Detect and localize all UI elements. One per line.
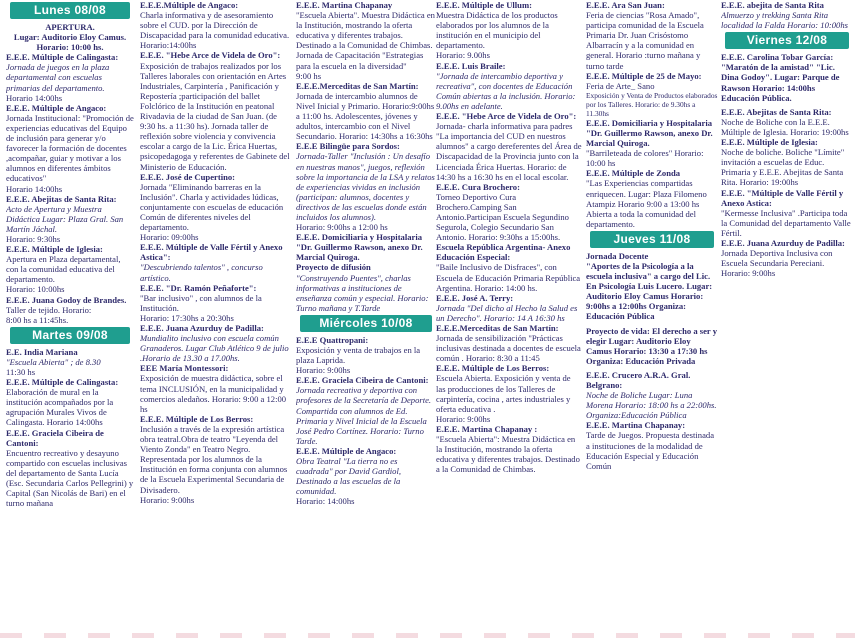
event-description: Inclusión a través de la expresión artística obra teatral.Obra de teatro "Leyenda del Viento Zonda" en Teatro Negro. Representada por los alumnos de la Institución en forma conjunta con alumnos de la Escuela Experimental Secundaria de Divisadero. xyxy=(140,423,288,495)
school-name: E.E. India Mariana xyxy=(6,346,78,357)
event-time: 9:00 hs xyxy=(296,70,322,81)
event-description: Elaboración de mural en la institución acompañados por la agrupación Murales Vivos de Calingasta. Horario 14:00hs xyxy=(6,387,114,428)
event-description: Apertura en Plaza departamental, con la comunidad educativa del departamento. xyxy=(6,254,121,285)
event-time: Horario 14:00hs xyxy=(6,183,63,194)
event-place: Lugar: Auditorio Eloy Camus. xyxy=(13,32,127,43)
school-name: E.E.E. Martina Chapanay xyxy=(296,0,393,10)
school-name: E.E.E. Múltiple de 25 de Mayo: xyxy=(586,70,702,81)
event-description: Mundialito inclusivo con escuela común Granaderos. Lugar Club Atlético 9 de julio .Horario de 13.30 a 17.00hs. xyxy=(140,333,289,364)
event-time: Horario: 10:00hs xyxy=(6,284,65,295)
school-name: E.E.E. Crucero A.R.A. Gral. Belgrano: xyxy=(586,369,691,390)
school-name: E.E.E. "Dr. Ramón Peñaforte": xyxy=(140,282,257,293)
event-time: Horario: 9:00hs xyxy=(140,494,195,505)
event-description: "Kermesse Inclusiva" .Participa toda la Comunidad del departamento Valle Fértil. xyxy=(721,207,851,238)
event-time: Horario: 17:30hs a 20:30hs xyxy=(140,312,234,323)
event-description: Exposición de trabajos realizados por los Talleres laborales con orientación en Artes Industriales, Carpintería , Panificación y Repostería ;participación del ballet Folclórico de la Institución en peatonal Rivadavia de la ciudad de San Juan. (de 9:30 hs. a 11:30 hs). Jornada taller de reflexión sobre violencia y convivencia escolar a cargo de la Lic. Érica Huertas, psicopedagoga y referentes de Gabinete del Ministerio de Educación. xyxy=(140,60,290,172)
event-title: Jornada Docente xyxy=(586,250,649,261)
event-description: Almuerzo y trekking Santa Rita localidad la Falda Horario: 10:00hs xyxy=(721,10,848,31)
event-description: Noche de Boliche con la E.E.E. Múltiple de Iglesia. Horario: 19:00hs xyxy=(721,116,849,137)
event-time: 8:00 hs a 11:45hs. xyxy=(6,314,69,325)
event-description: "Escuela Abierta": Muestra Didáctica en la Institución, mostrando la oferta educativa y diferentes trabajos. Destinado a la Comunidad de Chimbas. xyxy=(436,434,580,475)
project-name: Proyecto de difusión xyxy=(296,262,371,273)
school-name: E.E.E. Juana Godoy de Brandes. xyxy=(6,294,127,305)
event-description: Obra Teatral "La tierra no es cuadrada" por David Gardiol, Destinado a las escuelas de la comunidad. xyxy=(296,456,401,497)
day-header-monday: Lunes 08/08 xyxy=(10,2,130,19)
school-name: Escuela República Argentina- Anexo Educación Especial: xyxy=(436,242,571,263)
school-name: E.E.E. Múltiple de Zonda xyxy=(586,168,681,179)
school-name: E.E.E. Múltiple de Ullum: xyxy=(436,0,532,10)
event-description: Exposición de muestra didáctica, sobre el tema INCLUSIÓN, en la municipalidad y comercios aledaños. Horario: 9:00 a 12:00 hs xyxy=(140,373,287,414)
event-time: Horario: 9:30hs xyxy=(6,233,61,244)
school-name: E.E.E. "Hebe Arce de Videla de Oro": xyxy=(436,111,577,122)
school-name: E.E.E. "Hebe Arce de Videla de Oro": xyxy=(140,50,281,61)
event-description: Jornada de sensibilización "Prácticas inclusivas destinada a docentes de escuela común . Horario: 8:30 a 11:45 xyxy=(436,333,581,364)
column-tuesday-wednesday xyxy=(296,0,436,638)
school-name: E.E.E Quattropani: xyxy=(296,334,369,345)
event-description: Jornada-Taller "Inclusión : Un desafío en nuestras manos", juegos, reflexión sobre la importancia de la LSA y relatos de experiencias vividas en inclusión (participan: alumnos, docentes y directivos de las escuelas donde están incluidos los alumnos). xyxy=(296,151,435,222)
event-description: Jornada Deportiva Inclusiva con Escuela Secundaria Pereciani. Horario: 9:00hs xyxy=(721,248,833,279)
event-time: Horario: 9:00hs xyxy=(296,365,351,376)
column-tuesday-cont xyxy=(140,0,290,638)
school-name: E.E.E. Múltiple de Valle Fértil y Anexo Astica": xyxy=(140,242,283,263)
event-description: Jornada "Del dicho al Hecho la Salud es un Derecho". Horario: 14 A 16:30 hs xyxy=(436,302,578,323)
school-name: E.E.E. Domiciliaria y Hospitalaria "Dr. Guillermo Rawson, anexo Dr. Marcial Quiroga. xyxy=(586,117,713,149)
event-time: Horario: 9:00hs a 12:00 hs xyxy=(296,222,388,233)
event-title: Proyecto de vida: El derecho a ser y elegir Lugar: Auditorio Eloy Camus Horario: 13:30 a 17:30 hs Organiza: Educación Privada xyxy=(586,325,718,366)
event-description: Encuentro recreativo y desayuno compartido con escuelas inclusivas del departamento de Santa Lucía (Esc. Secundaria Carlos Pellegrini) y Capital (San Nicolás de Bari) en el turno mañana xyxy=(6,447,134,509)
event-time: Horario: 10:00 hs. xyxy=(36,42,104,53)
school-name: E.E.E.Múltiple de Angaco: xyxy=(140,0,239,10)
event-description: Jornada recreativa y deportiva con profesores de la Secretaría de Deporte. Compartida con alumnos de Ed. Primaria y Nivel Inicial de la Escuela José Pedro Cortínez. Horario: Turno Tarde. xyxy=(296,385,432,446)
event-description: "Las Experiencias compartidas enriquecen. Lugar: Plaza Filomeno Atampiz Horario 9:00 a 13:00 hs Abierta a toda la comunidad del departamento. xyxy=(586,178,707,229)
column-monday-tuesday xyxy=(6,0,134,638)
school-name: E.E.E. Múltiple de Calingasta: xyxy=(6,377,119,388)
school-name: E.E.E. José de Cupertino: xyxy=(140,171,236,182)
event-description: "Bar inclusivo" , con alumnos de la Institución. xyxy=(140,292,262,313)
school-name: E.E.E.Merceditas de San Martín: xyxy=(436,323,559,333)
school-name: E.E.E. Domiciliaria y Hospitalaria "Dr. Guillermo Rawson, anexo Dr. Marcial Quiroga. xyxy=(296,232,423,263)
event-description: Taller de tejido. Horario: xyxy=(6,304,92,315)
school-name: E.E.E. Abejitas de Santa Rita: xyxy=(721,106,832,117)
event-description: "Construyendo Puentes", charlas informativas a instituciones de enseñanza común y especial. Horario: Turno mañana y T.Tarde xyxy=(296,272,429,313)
school-name: E.E.E. abejita de Santa Rita xyxy=(721,0,824,10)
school-name: E.E.E. "Múltiple de Valle Fértil y Anexo Astica: xyxy=(721,187,844,208)
event-time: Horario 14:00hs xyxy=(6,92,63,103)
school-name: E.E.E. Juana Azurduy de Padilla: xyxy=(140,323,264,333)
day-header-friday: Viernes 12/08 xyxy=(725,32,849,49)
school-name: E.E.E. Cura Brochero: xyxy=(436,181,520,192)
school-name: E.E.E. Múltiple de Angaco: xyxy=(6,102,107,113)
event-time: Horario: 9.00hs xyxy=(436,50,490,61)
event-description: Muestra Didáctica de los productos elaborados por los alumnos de la institución en el municipio del departamento. xyxy=(436,10,558,51)
day-header-tuesday: Martes 09/08 xyxy=(10,327,130,344)
event-description: Feria de Arte_ Sano xyxy=(586,80,655,91)
event-description: "Descubriendo talentos" , concurso artístico. xyxy=(140,262,263,283)
event-description: Acto de Apertura y Muestra Didáctica Lugar: Plaza Gral. San Martín Jáchal. xyxy=(6,203,124,234)
event-time: 11:30 hs xyxy=(6,367,36,377)
event-description: "Baile Inclusivo de Disfraces", con Escuela de Educación Primaria República Argentina. Horario: 14:00 hs. xyxy=(436,262,581,293)
school-name: E.E.E Bilingüe para Sordos: xyxy=(296,141,400,152)
school-name: E.E.E. Luis Braile: xyxy=(436,60,506,71)
event-description: "Escuela Abierta". Muestra Didáctica en la Institución, mostrando la oferta educativa y diferentes trabajos. Destinado a la Comunidad de Chimbas. xyxy=(296,10,435,51)
event-description: Escuela Abierta. Exposición y venta de las producciones de los Talleres de carpintería, cocina , artes industriales y oferta educativa . xyxy=(436,373,571,414)
event-time: Horario: 9:00hs xyxy=(436,413,491,424)
event-description: Feria de ciencias "Rosa Amado", participa comunidad de la Escuela Primaria Dr. Juan Crisóstomo Albarracín y a la comunidad en general. Horario :turno mañana y turno tarde xyxy=(586,10,704,71)
event-title: APERTURA. xyxy=(45,22,95,32)
event-description: "Escuela Abierta" ; de 8.30 xyxy=(6,356,101,367)
event-time: Horario: 09:00hs xyxy=(140,232,199,243)
school-name: E.E.E. Múltiple de Los Berros: xyxy=(140,413,254,424)
event-description: "Barrileteada de colores" Horario: 10:00 hs xyxy=(586,148,704,169)
school-name: E.E.E.Merceditas de San Martín: xyxy=(296,80,419,91)
school-name: E.E.E. Ara San Juan: xyxy=(586,0,665,10)
event-description: Jornada de Capacitación "Estrategias para la escuela en la diversidad" xyxy=(296,50,424,71)
school-name: E.E.E. Múltiple de Angaco: xyxy=(296,445,397,456)
school-name: E.E.E. Martina Chapanay : xyxy=(436,423,538,434)
event-description: "Aportes de la Psicología a la escuela inclusiva" a cargo del Lic. En Psicología Luis Lucero. Lugar: Auditorio Eloy Camus Horario: 9:00hs a 12:00hs Organiza: Educación Pública xyxy=(586,260,713,322)
event-description: Tarde de Juegos. Propuesta destinada a instituciones de la modalidad de Educación Especial y Educación Común xyxy=(586,430,715,471)
event-description: Exposición y venta de trabajos en la plaza Laprida. xyxy=(296,345,421,366)
event-time: Horario:14:00hs xyxy=(140,40,197,51)
school-name: E.E.E. Múltiple de Los Berros: xyxy=(436,363,550,374)
event-description: Noche de boliche. Boliche "Límite" invitación a escuelas de Educ. Primaria y E.E.E. Abejitas de Santa Rita. Horario: 19:00hs xyxy=(721,147,845,188)
school-name: E.E.E. Múltiple de Iglesia: xyxy=(6,244,103,255)
event-description: "Jornada de intercambio deportiva y recreativa", con docentes de Educación Común abiertas a la inclusión. Horario: 9.00hs en adelante. xyxy=(436,70,576,111)
school-name: E.E.E. Abejitas de Santa Rita: xyxy=(6,193,117,204)
event-description: Charla informativa y de asesoramiento sobre el CUD. por la Dirección de Discapacidad para la comunidad educativa. xyxy=(140,10,290,41)
event-description: Jornada- charla informativa para padres "La importancia del CUD en nuestros alumnos" a cargo dereferentes del Área de Discapacidad de la Provincia junto con la Licenciada Érica Huertas. Horario: de 14:30 hs a 16:30 hs en el local escolar. xyxy=(436,121,582,182)
column-wednesday-cont xyxy=(436,0,582,638)
school-name: E.E.E. Juana Azurduy de Padilla: xyxy=(721,237,845,248)
school-name: E.E.E. Carolina Tobar García: "Maratón de la amistad" "Lic. Dina Godoy". Lugar: Parque de Rawson Horario: 14:00hs Educación Pública. xyxy=(721,52,840,103)
school-name: EEE María Montessori: xyxy=(140,363,229,374)
day-header-wednesday: Miércoles 10/08 xyxy=(300,315,432,332)
event-description: Torneo Deportivo Cura Brochero.Camping San Antonio.Participan Escuela Segundino Segurola, Colegio Secundario San Antonio. Horario: 9:30hs a 15:00hs. xyxy=(436,191,569,243)
event-description: Jornada Institucional: "Promoción de experiencias educativas del Equipo de inclusión para generar y/o favorecer la formación de docentes ,acompañar, guiar y motivar a los alumnos en diferentes ámbitos educativos" xyxy=(6,112,134,184)
event-description: Exposición y Venta de Productos elaborados por los Talleres. Horario: de 9.30hs a 11.30hs xyxy=(586,90,718,118)
school-name: E.E.E. Graciela Cibeira de Cantoni: xyxy=(6,427,104,448)
decorative-bottom-strip xyxy=(0,633,855,638)
day-header-thursday: Jueves 11/08 xyxy=(590,231,714,248)
event-time: Horario: 14:00hs xyxy=(296,496,355,507)
school-name: E.E.E. José A. Terry: xyxy=(436,292,514,303)
school-name: E.E.E. Graciela Cibeira de Cantoni: xyxy=(296,375,429,386)
event-description: Jornada de juegos en la plaza departamental con escuelas primarias del departamento. xyxy=(6,62,110,93)
event-description: Noche de Boliche Lugar: Luna Morena Horario: 18:00 hs a 22:00hs. Organiza:Educación Pública xyxy=(586,390,717,421)
event-description: Jornada "Eliminando barreras en la Inclusión". Charla y actividades lúdicas, conjuntamente con escuelas de educación Común de diferentes niveles del departamento. xyxy=(140,181,284,233)
school-name: E.E.E. Martina Chapanay: xyxy=(586,420,686,431)
event-description: Jornada de intercambio alumnos de Nivel Inicial y Primario. Horario:9:00hs a 11:00 hs. Adolescentes, jóvenes y adultos, intercambio con el Nivel Secundario. Horario: 14:30hs a 16:30hs xyxy=(296,90,435,142)
column-friday xyxy=(721,0,853,638)
school-name: E.E.E. Múltiple de Iglesia: xyxy=(721,137,818,148)
column-wednesday-thursday xyxy=(586,0,718,638)
school-name: E.E.E. Múltiple de Calingasta: xyxy=(6,52,119,63)
